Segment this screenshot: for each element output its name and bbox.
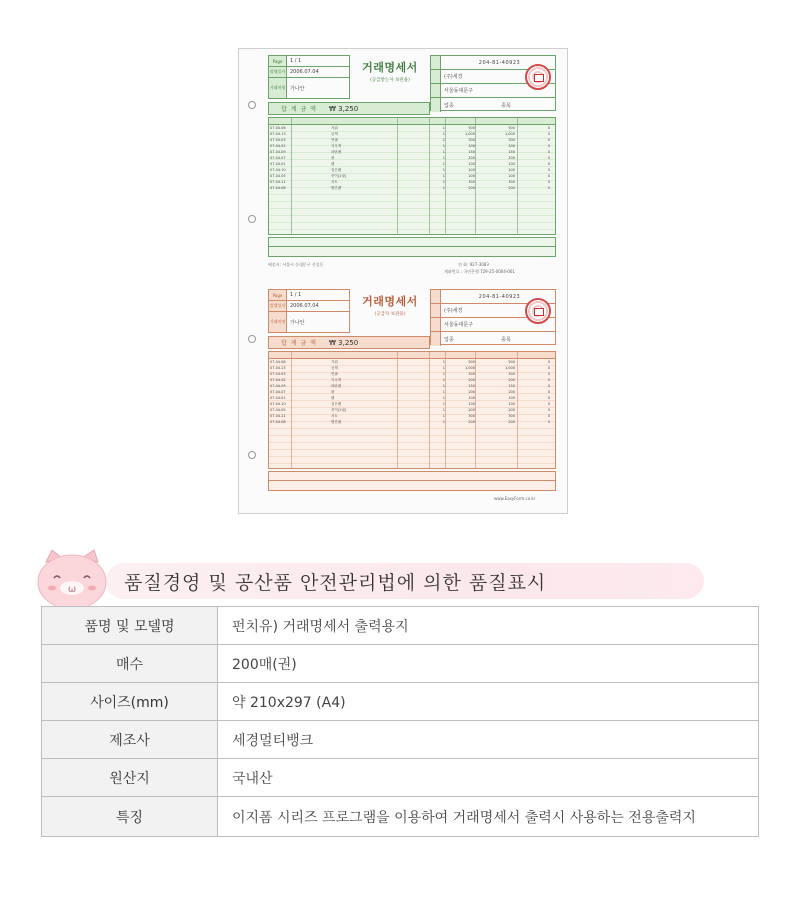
spec-value: 세경멀티뱅크 xyxy=(218,721,759,759)
cell-date: 07.04.11 xyxy=(270,180,286,184)
cell-item: 공책 xyxy=(331,365,338,370)
cell-price: 100 xyxy=(468,396,475,400)
form-title-block xyxy=(354,59,426,83)
cell-qty: 1 xyxy=(442,174,445,178)
cell-item: 종이(1권) xyxy=(331,173,347,178)
heading-title: 품질경영 및 공산품 안전관리법에 의한 품질표시 xyxy=(124,572,547,594)
footer-phone: 전 화: 927-3083 xyxy=(458,262,489,267)
cell-item: 검은펜 xyxy=(331,167,342,172)
cell-amount: 200 xyxy=(508,378,515,382)
cell-item: 종이(1권) xyxy=(331,407,347,412)
date-value: 2006.07.04 xyxy=(290,69,319,75)
cell-amount: 100 xyxy=(508,396,515,400)
cell-z: 0 xyxy=(547,372,550,376)
cell-price: 200 xyxy=(468,420,475,424)
form-subtitle: (공급자 보관용) xyxy=(374,312,406,317)
cell-date: 07.04.02 xyxy=(270,144,286,148)
cell-z: 0 xyxy=(547,126,550,130)
cell-z: 0 xyxy=(547,144,550,148)
cell-item: 빨간펜 xyxy=(331,419,342,424)
spec-label: 제조사 xyxy=(42,721,218,759)
date-value: 2006.07.04 xyxy=(290,303,319,309)
cell-z: 0 xyxy=(547,168,550,172)
spec-row xyxy=(42,797,759,837)
cell-price: 500 xyxy=(468,360,475,364)
spec-label: 매수 xyxy=(42,645,218,683)
business-item: 종목 xyxy=(501,336,511,343)
spec-value: 200매(권) xyxy=(218,645,759,683)
cell-item: 펜 xyxy=(331,161,335,166)
cell-qty: 1 xyxy=(442,414,445,418)
cell-price: 100 xyxy=(468,402,475,406)
cell-z: 0 xyxy=(547,162,550,166)
cell-amount: 300 xyxy=(508,414,515,418)
spec-value: 이지폼 시리즈 프로그램을 이용하여 거래명세서 출력시 사용하는 전용출력지 xyxy=(218,797,759,837)
cell-date: 07.04.13 xyxy=(270,132,286,136)
svg-text:ω: ω xyxy=(67,584,77,595)
cell-amount: 100 xyxy=(508,402,515,406)
cell-date: 07.04.08 xyxy=(270,186,286,190)
cell-date: 07.04.13 xyxy=(270,366,286,370)
cell-qty: 1 xyxy=(442,390,445,394)
invoice-form-buyer-copy xyxy=(268,55,556,274)
cell-price: 200 xyxy=(468,156,475,160)
quality-heading xyxy=(36,548,676,606)
business-type: 업종 xyxy=(444,102,454,109)
company-seal-icon xyxy=(525,64,551,90)
spec-row xyxy=(42,607,759,645)
supplier-box xyxy=(430,289,556,345)
cell-amount: 200 xyxy=(508,186,515,190)
cell-amount: 200 xyxy=(508,156,515,160)
cell-item: 파란펜 xyxy=(331,149,342,154)
cell-z: 0 xyxy=(547,390,550,394)
cell-date: 07.04.06 xyxy=(270,126,286,130)
spec-value: 펀치유) 거래명세서 출력용지 xyxy=(218,607,759,645)
cell-qty: 1 xyxy=(442,372,445,376)
cell-qty: 1 xyxy=(442,420,445,424)
table-row xyxy=(269,185,555,191)
cell-date: 07.04.02 xyxy=(270,378,286,382)
spec-row xyxy=(42,645,759,683)
cell-item: 연필 xyxy=(331,137,338,142)
summary-rows xyxy=(268,237,556,257)
business-type: 업종 xyxy=(444,336,454,343)
cell-z: 0 xyxy=(547,132,550,136)
cell-price: 100 xyxy=(468,168,475,172)
cell-z: 0 xyxy=(547,420,550,424)
cell-z: 0 xyxy=(547,408,550,412)
cell-amount: 300 xyxy=(508,372,515,376)
cell-amount: 300 xyxy=(508,138,515,142)
cell-date: 07.04.01 xyxy=(270,162,286,166)
supplier-box xyxy=(430,55,556,111)
form-title: 거래명세서 xyxy=(362,61,418,74)
cell-item: 검은펜 xyxy=(331,401,342,406)
cell-amount: 1,000 xyxy=(504,366,515,370)
cell-z: 0 xyxy=(547,414,550,418)
cell-amount: 150 xyxy=(508,150,515,154)
cell-qty: 1 xyxy=(442,402,445,406)
registration-number: 204-81-40923 xyxy=(478,59,521,66)
client-label: 거래처명 xyxy=(269,78,287,98)
cell-item: 서트 xyxy=(331,413,338,418)
cell-item: 지우개 xyxy=(331,377,342,382)
cell-z: 0 xyxy=(547,402,550,406)
total-value: ₩ 3,250 xyxy=(329,338,359,347)
invoice-form-supplier-copy xyxy=(268,289,556,501)
cell-amount: 200 xyxy=(508,390,515,394)
page-label: Page xyxy=(269,290,287,300)
registration-number: 204-81-40923 xyxy=(478,293,521,300)
supplier-address: 서울동대문구 xyxy=(444,322,473,328)
cell-price: 200 xyxy=(468,378,475,382)
cell-z: 0 xyxy=(547,384,550,388)
cell-price: 150 xyxy=(468,150,475,154)
cell-date: 07.04.09 xyxy=(270,150,286,154)
cell-z: 0 xyxy=(547,378,550,382)
summary-rows xyxy=(268,471,556,491)
cell-amount: 500 xyxy=(508,126,515,130)
spec-label: 원산지 xyxy=(42,759,218,797)
cell-date: 07.04.09 xyxy=(270,384,286,388)
cell-z: 0 xyxy=(547,174,550,178)
company-seal-icon xyxy=(525,298,551,324)
cell-qty: 1 xyxy=(442,360,445,364)
cell-amount: 1,000 xyxy=(504,132,515,136)
spec-row xyxy=(42,721,759,759)
cell-price: 200 xyxy=(468,174,475,178)
cell-item: 펜 xyxy=(331,395,335,400)
spec-row xyxy=(42,683,759,721)
footer-address: 배송지: 서울시 동대문구 신설동 xyxy=(268,262,324,267)
spec-row xyxy=(42,759,759,797)
cell-amount: 100 xyxy=(508,168,515,172)
cell-qty: 1 xyxy=(442,138,445,142)
cell-date: 07.04.05 xyxy=(270,174,286,178)
cell-qty: 1 xyxy=(442,150,445,154)
cell-qty: 1 xyxy=(442,168,445,172)
cell-qty: 1 xyxy=(442,186,445,190)
cell-z: 0 xyxy=(547,186,550,190)
cell-price: 1,000 xyxy=(464,366,475,370)
supplier-company: (주)세경 xyxy=(444,308,463,314)
punch-hole xyxy=(248,101,256,109)
cell-item: 서트 xyxy=(331,179,338,184)
cell-qty: 1 xyxy=(442,132,445,136)
page-label: Page xyxy=(269,56,287,66)
cell-price: 100 xyxy=(468,162,475,166)
punch-hole xyxy=(248,335,256,343)
date-label: 발행일자 xyxy=(269,67,287,77)
product-image-form-sheet xyxy=(238,48,568,514)
cell-item: 풀 xyxy=(331,389,335,394)
supplier-address: 서울동대문구 xyxy=(444,88,473,94)
cell-z: 0 xyxy=(547,180,550,184)
cell-item: 지우개 xyxy=(331,143,342,148)
cell-date: 07.04.08 xyxy=(270,420,286,424)
cell-amount: 200 xyxy=(508,144,515,148)
footer-account: 계좌번호 : 국민은행 729-25-0004-061 xyxy=(444,269,515,274)
cell-z: 0 xyxy=(547,150,550,154)
cell-date: 07.04.10 xyxy=(270,168,286,172)
cell-price: 200 xyxy=(468,144,475,148)
cell-item: 가위 xyxy=(331,125,338,130)
cell-qty: 1 xyxy=(442,156,445,160)
cell-date: 07.04.03 xyxy=(270,138,286,142)
client-label: 거래처명 xyxy=(269,312,287,332)
page-value: 1 / 1 xyxy=(290,292,302,298)
cell-z: 0 xyxy=(547,138,550,142)
cell-date: 07.04.07 xyxy=(270,390,286,394)
total-label: 합 계 금 액 xyxy=(281,106,317,113)
cell-price: 500 xyxy=(468,126,475,130)
date-label: 발행일자 xyxy=(269,301,287,311)
total-amount-row xyxy=(268,102,430,115)
product-spec-table xyxy=(41,606,759,837)
spec-label: 품명 및 모델명 xyxy=(42,607,218,645)
client-value: 가나안 xyxy=(290,85,305,92)
cell-date: 07.04.06 xyxy=(270,360,286,364)
form-info-box xyxy=(268,55,350,99)
cell-price: 1,000 xyxy=(464,132,475,136)
cell-date: 07.04.10 xyxy=(270,402,286,406)
cell-date: 07.04.05 xyxy=(270,408,286,412)
cell-item: 공책 xyxy=(331,131,338,136)
form-footer xyxy=(268,262,556,274)
cell-price: 150 xyxy=(468,384,475,388)
cell-qty: 1 xyxy=(442,162,445,166)
cell-date: 07.04.03 xyxy=(270,372,286,376)
cell-date: 07.04.07 xyxy=(270,156,286,160)
spec-label: 사이즈(mm) xyxy=(42,683,218,721)
cell-item: 연필 xyxy=(331,371,338,376)
cell-amount: 200 xyxy=(508,174,515,178)
cell-date: 07.04.11 xyxy=(270,414,286,418)
form-subtitle: (공급받는자 보관용) xyxy=(370,78,410,83)
cell-item: 빨간펜 xyxy=(331,185,342,190)
spec-label: 특징 xyxy=(42,797,218,837)
pig-mascot-icon xyxy=(36,548,108,612)
spec-value: 약 210x297 (A4) xyxy=(218,683,759,721)
cell-qty: 1 xyxy=(442,366,445,370)
cell-qty: 1 xyxy=(442,180,445,184)
cell-qty: 1 xyxy=(442,126,445,130)
cell-price: 200 xyxy=(468,186,475,190)
cell-amount: 300 xyxy=(508,180,515,184)
punch-hole xyxy=(248,451,256,459)
footer-site: www.EasyForm.co.kr xyxy=(494,496,536,501)
spec-value: 국내산 xyxy=(218,759,759,797)
cell-qty: 1 xyxy=(442,384,445,388)
business-item: 종목 xyxy=(501,102,511,109)
cell-z: 0 xyxy=(547,156,550,160)
cell-price: 300 xyxy=(468,372,475,376)
cell-amount: 200 xyxy=(508,408,515,412)
client-value: 가나안 xyxy=(290,319,305,326)
cell-z: 0 xyxy=(547,396,550,400)
cell-qty: 1 xyxy=(442,378,445,382)
supplier-company: (주)세경 xyxy=(444,74,463,80)
cell-price: 300 xyxy=(468,414,475,418)
cell-qty: 1 xyxy=(442,396,445,400)
items-table xyxy=(268,117,556,235)
cell-qty: 1 xyxy=(442,144,445,148)
items-table xyxy=(268,351,556,469)
cell-item: 파란펜 xyxy=(331,383,342,388)
form-info-box xyxy=(268,289,350,333)
cell-amount: 150 xyxy=(508,384,515,388)
form-title-block xyxy=(354,293,426,317)
cell-z: 0 xyxy=(547,360,550,364)
page-value: 1 / 1 xyxy=(290,58,302,64)
cell-price: 300 xyxy=(468,138,475,142)
cell-amount: 200 xyxy=(508,420,515,424)
cell-date: 07.04.01 xyxy=(270,396,286,400)
cell-item: 풀 xyxy=(331,155,335,160)
punch-hole xyxy=(248,215,256,223)
cell-amount: 500 xyxy=(508,360,515,364)
form-title: 거래명세서 xyxy=(362,295,418,308)
total-value: ₩ 3,250 xyxy=(329,104,359,113)
cell-qty: 1 xyxy=(442,408,445,412)
cell-price: 300 xyxy=(468,180,475,184)
table-row xyxy=(269,419,555,425)
cell-amount: 100 xyxy=(508,162,515,166)
total-amount-row xyxy=(268,336,430,349)
cell-price: 200 xyxy=(468,390,475,394)
cell-item: 가위 xyxy=(331,359,338,364)
cell-price: 200 xyxy=(468,408,475,412)
cell-z: 0 xyxy=(547,366,550,370)
total-label: 합 계 금 액 xyxy=(281,340,317,347)
